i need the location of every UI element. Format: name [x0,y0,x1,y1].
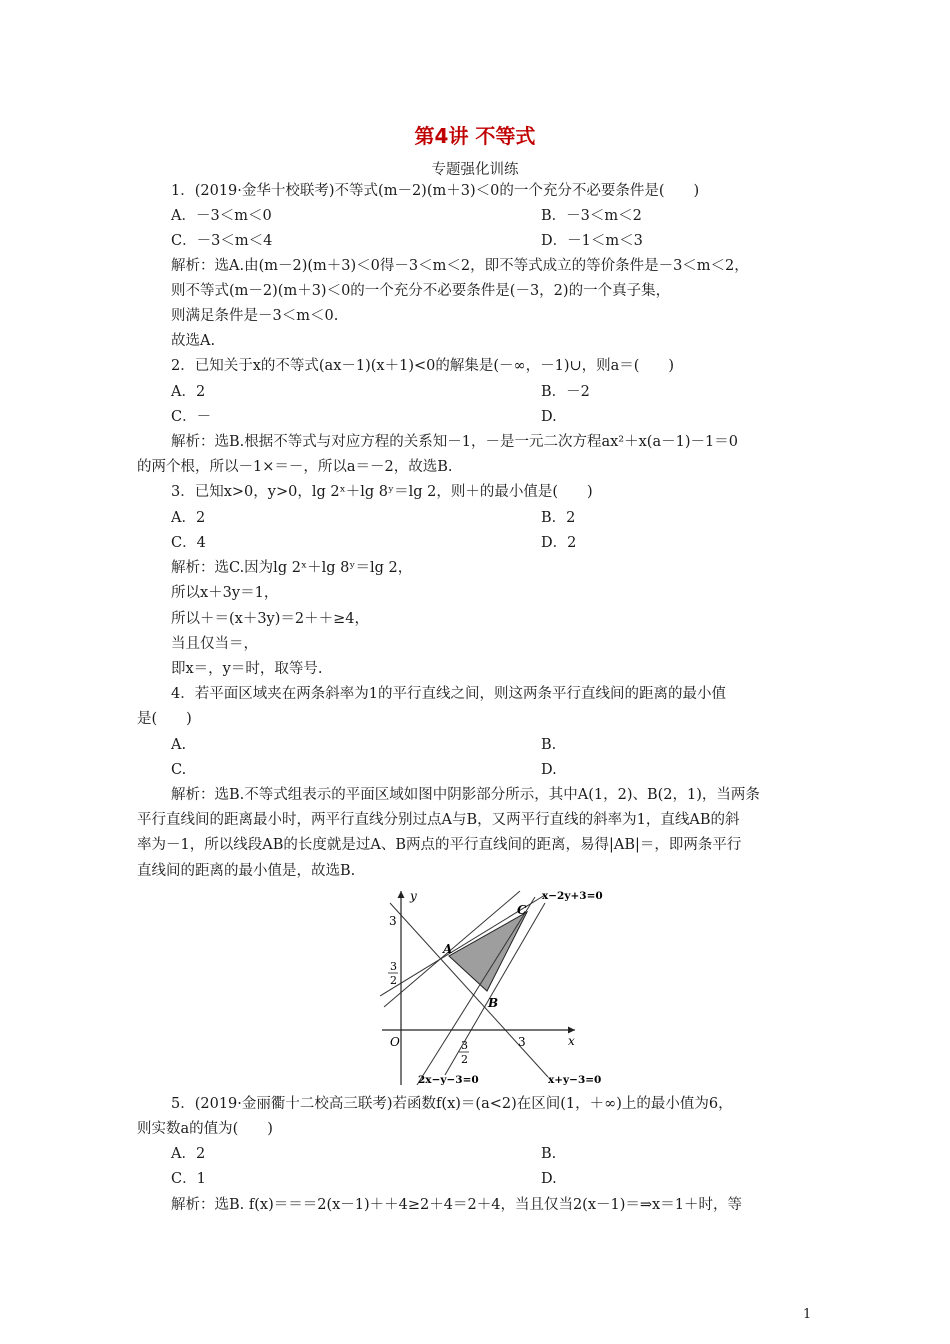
q4-option-a: A. [171,737,187,753]
q3-option-d: D．2 [541,535,577,551]
q2-option-a: A．2 [171,384,206,400]
page-number: 1 [803,1307,812,1322]
y-tick-frac-den: 2 [390,974,397,987]
x-tick-frac-num: 3 [461,1039,468,1052]
q4-option-c: C. [171,762,187,778]
line1-label: x−2y+3=0 [542,890,603,902]
line-2x-y-3 [417,897,535,1085]
q3-solution-line: 所以＋＝(x＋3y)＝2＋＋≥4， [171,611,370,627]
q4-option-d: D. [541,762,557,778]
q1-solution-line: 则满足条件是－3＜m＜0. [171,308,339,324]
q5-stem-cont: 则实数a的值为( ) [137,1121,273,1137]
q5-stem: 5．(2019·金丽衢十二校高三联考)若函数f(x)＝(a<2)在区间(1，＋∞)上的最小值为6， [171,1096,733,1112]
x-axis-label: x [568,1034,575,1048]
line3-label: x+y−3=0 [548,1074,602,1086]
q4-stem-cont: 是( ) [137,711,192,727]
page-subtitle: 专题强化训练 [431,162,519,178]
q1-option-b: B．－3＜m＜2 [541,208,642,224]
q2-solution-line: 的两个根，所以－1×＝－，所以a＝－2，故选B. [137,459,453,475]
q3-option-b: B．2 [541,510,576,526]
q3-solution-line: 解析：选C.因为lg 2ˣ＋lg 8ʸ＝lg 2， [171,560,413,576]
q2-stem: 2．已知关于x的不等式(ax－1)(x＋1)<0的解集是(－∞，－1)∪，则a＝( ) [171,358,675,374]
q2-solution-line: 解析：选B.根据不等式与对应方程的关系知－1，－是一元二次方程ax²＋x(a－1)－1＝0 [171,434,738,450]
q5-option-b: B. [541,1146,557,1162]
line2-label: 2x−y−3=0 [418,1074,479,1086]
q1-option-a: A．－3＜m＜0 [171,208,272,224]
point-a-label: A [443,942,453,956]
y-tick-frac-num: 3 [390,960,397,973]
region-figure [370,885,610,1090]
q4-stem: 4．若平面区域夹在两条斜率为1的平行直线之间，则这两条平行直线间的距离的最小值 [171,686,726,702]
line-x+y-3 [390,903,548,1077]
x-tick-3: 3 [518,1035,526,1049]
y-axis-label: y [410,889,417,903]
q3-solution-line: 即x＝，y＝时，取等号. [171,661,323,677]
q1-solution-line: 故选A. [171,333,216,349]
q4-option-b: B. [541,737,557,753]
q3-solution-line: 当且仅当＝， [171,636,258,652]
q1-solution-line: 解析：选A.由(m－2)(m＋3)＜0得－3＜m＜2，即不等式成立的等价条件是－3＜m＜2， [171,258,749,274]
q2-option-b: B．－2 [541,384,590,400]
q4-solution-line: 解析：选B.不等式组表示的平面区域如图中阴影部分所示，其中A(1，2)、B(2，1)，当两条 [171,787,760,803]
q2-option-d: D. [541,409,557,425]
q3-solution-line: 所以x＋3y＝1， [171,585,279,601]
q5-option-c: C．1 [171,1171,206,1187]
y-tick-3: 3 [389,914,397,928]
q5-option-d: D. [541,1171,557,1187]
q1-option-d: D．－1＜m＜3 [541,233,643,249]
point-c-label: C [517,903,527,917]
q3-stem: 3．已知x>0，y>0，lg 2ˣ＋lg 8ʸ＝lg 2，则＋的最小值是( ) [171,484,593,500]
q5-solution-line: 解析：选B. f(x)＝＝＝2(x－1)＋＋4≥2＋4＝2＋4，当且仅当2(x－1)＝⇒x＝1＋时，等 [171,1197,742,1213]
point-b-label: B [488,996,499,1010]
q1-stem: 1．(2019·金华十校联考)不等式(m－2)(m＋3)＜0的一个充分不必要条件是( ) [171,183,700,199]
line-slope-1-lower [445,903,545,1075]
q3-option-c: C．4 [171,535,206,551]
origin-label: O [390,1035,400,1049]
x-tick-frac-den: 2 [461,1053,468,1066]
q1-solution-line: 则不等式(m－2)(m＋3)＜0的一个充分不必要条件是(－3，2)的一个真子集， [171,283,671,299]
page-title: 第4讲 不等式 [414,124,536,148]
q5-option-a: A．2 [171,1146,206,1162]
q2-option-c: C．－ [171,409,212,425]
shaded-region [449,912,527,991]
q4-solution-line: 率为－1，所以线段AB的长度就是过A、B两点的平行直线间的距离，易得|AB|＝，即两条平行 [137,837,742,853]
q1-option-c: C．－3＜m＜4 [171,233,273,249]
q3-option-a: A．2 [171,510,206,526]
q4-solution-line: 直线间的距离的最小值是，故选B. [137,863,356,879]
q4-solution-line: 平行直线间的距离最小时，两平行直线分别过点A与B，又两平行直线的斜率为1，直线AB的斜 [137,812,740,828]
